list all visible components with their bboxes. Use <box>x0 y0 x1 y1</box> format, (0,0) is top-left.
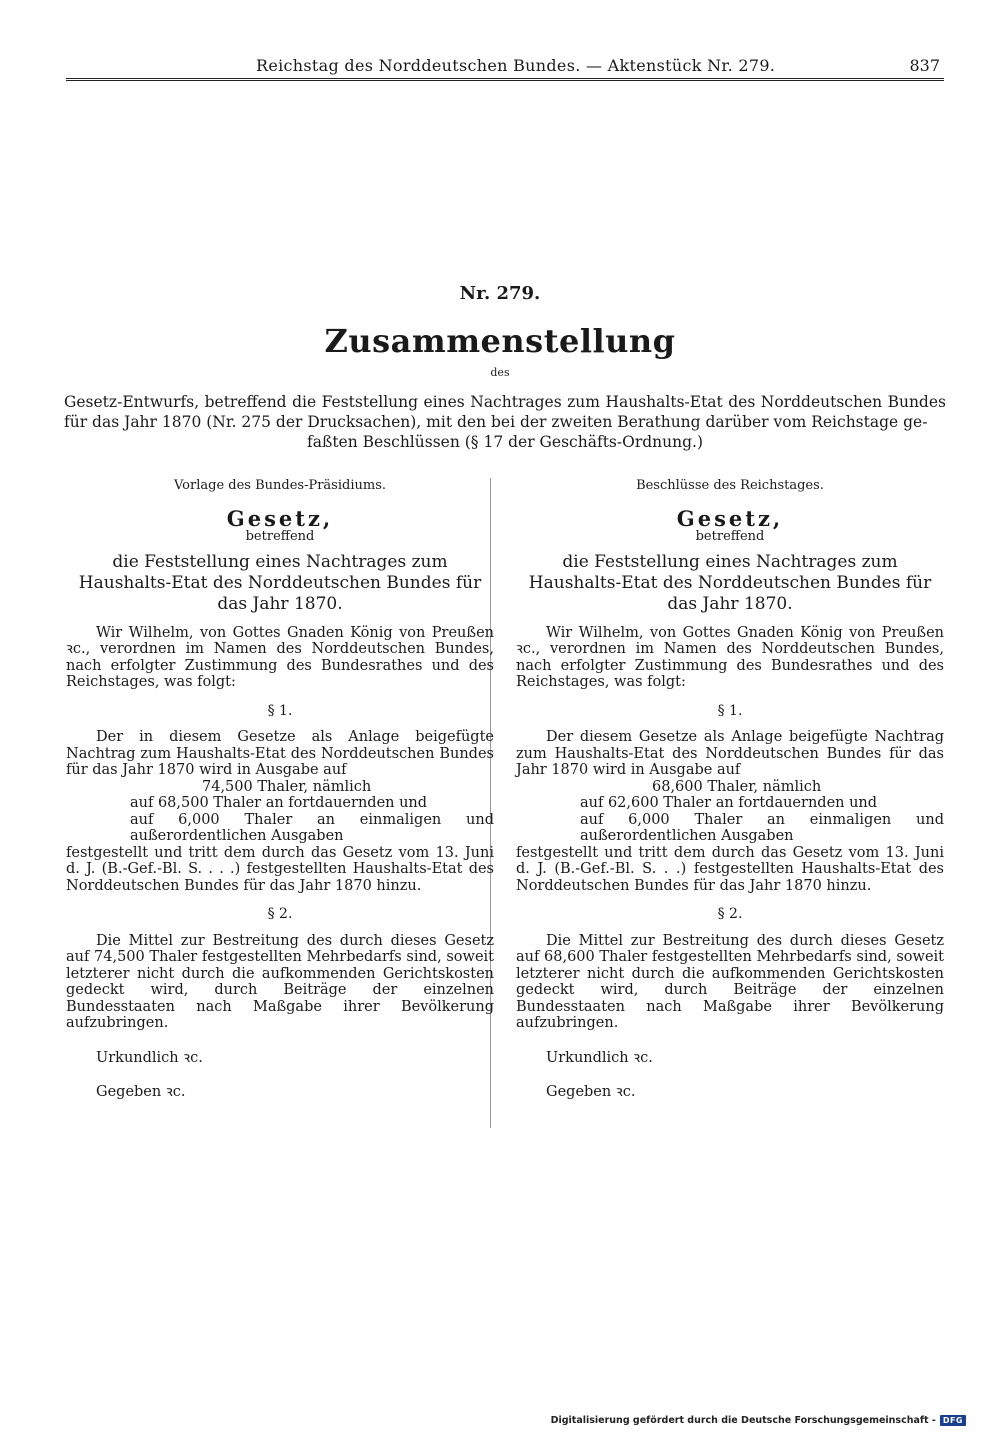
left-law-title: Gesetz, <box>226 505 334 531</box>
right-section-1-item-2: auf 6,000 Thaler an einmaligen und außerordentlichen Ausgaben <box>580 811 944 844</box>
right-section-2-heading: § 2. <box>717 906 743 922</box>
right-closing-1: Urkundlich ꝛc. <box>546 1049 653 1066</box>
left-concerning: betreffend <box>245 529 315 544</box>
left-law-subject: die Feststellung eines Nachtrages zum Haushalts-Etat des Norddeutschen Bundes für das Jahr 1870. <box>78 551 482 614</box>
right-closing-2: Gegeben ꝛc. <box>546 1084 636 1100</box>
right-concerning: betreffend <box>695 529 765 544</box>
left-preamble: Wir Wilhelm, von Gottes Gnaden König von Preußen ꝛc., verordnen im Namen des Norddeutschen Bundes, nach erfolgter Zustimmung des Bundesrathes und des Reichstages, was folgt: <box>66 624 494 690</box>
right-law-title: Gesetz, <box>676 505 784 531</box>
left-section-1-item-1: auf 68,500 Thaler an fortdauernden und <box>130 795 428 811</box>
right-section-1-text: Der diesem Gesetze als Anlage beigefügte Nachtrag zum Haushalts-Etat des Norddeutschen Bundes für das Jahr 1870 wird in Ausgabe auf <box>516 729 944 778</box>
running-head-title: Reichstag des Norddeutschen Bundes. — Aktenstück Nr. 279. <box>256 56 776 75</box>
right-column-header: Beschlüsse des Reichstages. <box>636 478 824 493</box>
page-number: 837 <box>909 56 940 75</box>
right-section-1-amount: 68,600 Thaler, nämlich <box>652 778 822 795</box>
left-section-2-heading: § 2. <box>267 906 293 922</box>
intro-text-1: Gesetz-Entwurfs, betreffend die Feststellung eines Nachtrages zum Haushalts-Etat des Norddeutschen Bundes für das Jahr 1870 (Nr. 275 der Drucksachen), mit den bei der zweiten Berathung darüber vom Reichstage ge- <box>64 393 946 431</box>
dfg-logo: DFG <box>940 1415 966 1426</box>
document-heading: Zusammenstellung <box>324 322 676 360</box>
right-law-subject: die Feststellung eines Nachtrages zum Haushalts-Etat des Norddeutschen Bundes für das Jahr 1870. <box>528 551 932 614</box>
right-column <box>516 478 944 1101</box>
left-closing-1: Urkundlich ꝛc. <box>96 1049 203 1066</box>
digitization-credit <box>551 1415 966 1426</box>
intro-text-2: faßten Beschlüssen (§ 17 der Geschäfts-Ordnung.) <box>306 433 703 451</box>
right-preamble: Wir Wilhelm, von Gottes Gnaden König von Preußen ꝛc., verordnen im Namen des Norddeutschen Bundes, nach erfolgter Zustimmung des Bundesrathes und des Reichstages, was folgt: <box>516 624 944 690</box>
left-column <box>66 478 494 1101</box>
left-section-1-close: festgestellt und tritt dem durch das Gesetz vom 13. Juni d. J. (B.-Gef.-Bl. S. . . .) festgestellten Haushalts-Etat des Norddeutschen Bundes für das Jahr 1870 hinzu. <box>66 844 494 894</box>
left-column-header: Vorlage des Bundes-Präsidiums. <box>173 478 386 493</box>
right-section-2-text: Die Mittel zur Bestreitung des durch dieses Gesetz auf 68,600 Thaler festgestellten Mehrbedarfs sind, soweit letzterer nicht durch die aufkommenden Gerichtskosten gedeckt wird, durch Beiträge der einzelnen Bundesstaaten nach Maßgabe ihrer Bevölkerung aufzubringen. <box>516 932 944 1031</box>
left-section-1-item-2: auf 6,000 Thaler an einmaligen und außerordentlichen Ausgaben <box>130 811 494 844</box>
right-section-1-heading: § 1. <box>717 702 743 719</box>
left-section-1-amount: 74,500 Thaler, nämlich <box>202 778 372 795</box>
right-section-1-close: festgestellt und tritt dem durch das Gesetz vom 13. Juni d. J. (B.-Gef.-Bl. S. . .) festgestellten Haushalts-Etat des Norddeutschen Bundes für das Jahr 1870 hinzu. <box>516 844 944 894</box>
document-number: Nr. 279. <box>459 283 541 304</box>
left-section-2-text: Die Mittel zur Bestreitung des durch dieses Gesetz auf 74,500 Thaler festgestellten Mehrbedarfs sind, soweit letzterer nicht durch die aufkommenden Gerichtskosten gedeckt wird, durch Beiträge der einzelnen Bundesstaaten nach Maßgabe ihrer Bevölkerung aufzubringen. <box>66 932 494 1031</box>
left-closing-2: Gegeben ꝛc. <box>96 1084 186 1100</box>
document-des: des <box>490 366 510 379</box>
right-section-1-item-1: auf 62,600 Thaler an fortdauernden und <box>580 795 878 811</box>
running-head <box>66 54 944 81</box>
document-intro <box>64 392 946 452</box>
left-section-1-text: Der in diesem Gesetze als Anlage beigefügte Nachtrag zum Haushalts-Etat des Norddeutschen Bundes für das Jahr 1870 wird in Ausgabe auf <box>66 729 494 778</box>
credit-text: Digitalisierung gefördert durch die Deutsche Forschungsgemeinschaft - <box>550 1415 936 1426</box>
left-section-1-heading: § 1. <box>267 702 293 719</box>
